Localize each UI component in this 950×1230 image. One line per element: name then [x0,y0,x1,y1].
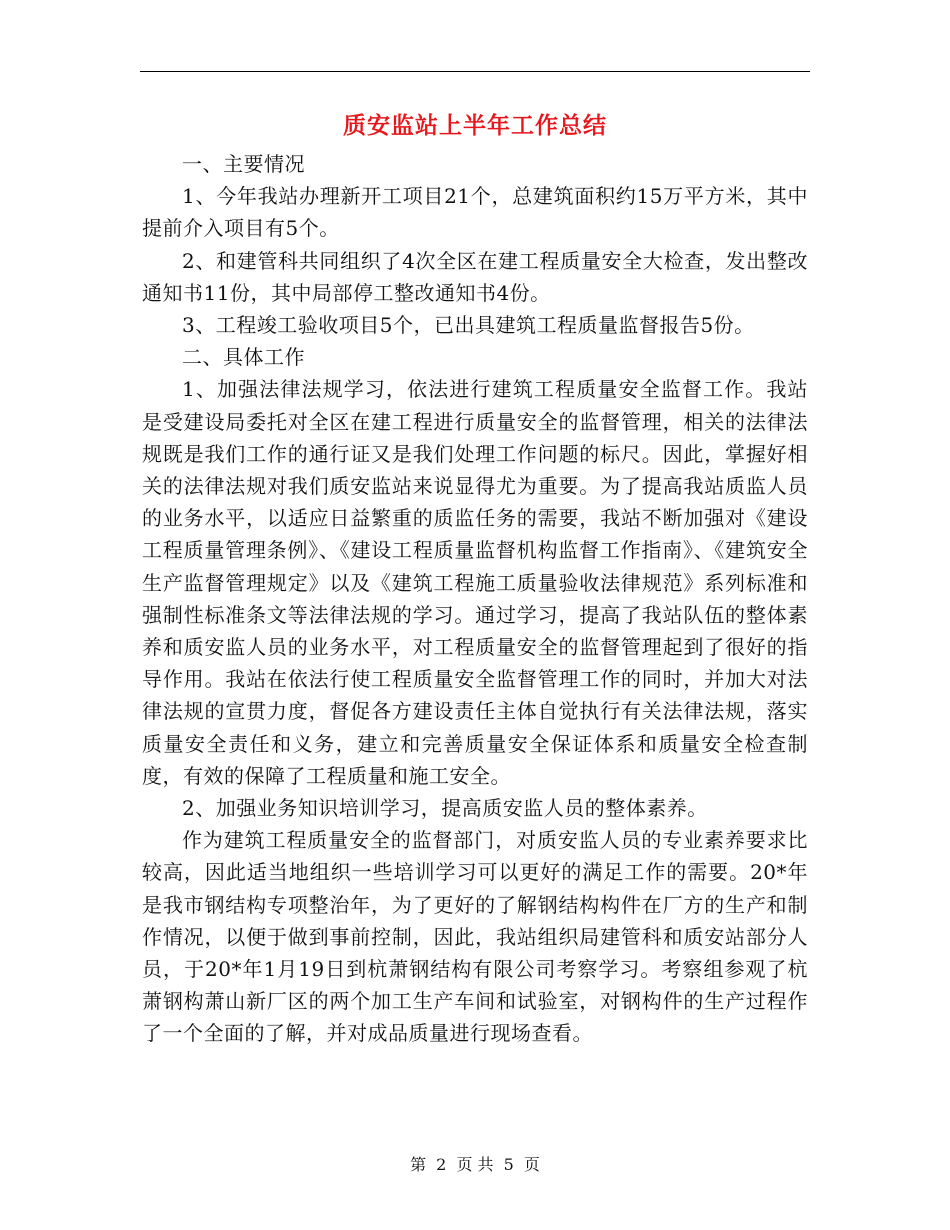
body-paragraph: 作为建筑工程质量安全的监督部门，对质安监人员的专业素养要求比较高，因此适当地组织一些培训学习可以更好的满足工作的需要。20*年是我市钢结构专项整治年，为了更好的了解钢结构构件在厂方的生产和制作情况，以便于做到事前控制，因此，我站组织局建管科和质安站部分人员，于20*年1月19日到杭萧钢结构有限公司考察学习。考察组参观了杭萧钢构萧山新厂区的两个加工生产车间和试验室，对钢构件的生产过程作了一个全面的了解，并对成品质量进行现场查看。 [142,828,808,1046]
body-paragraph: 2、和建管科共同组织了4次全区在建工程质量安全大检查，发出整改通知书11份，其中局部停工整改通知书4份。 [142,248,808,305]
footer-prefix: 第 [410,1155,427,1174]
section-heading: 一、主要情况 [182,152,305,176]
body-paragraph: 1、今年我站办理新开工项目21个，总建筑面积约15万平方米，其中提前介入项目有5个。 [142,184,808,241]
document-body [142,148,808,1050]
body-paragraph: 2、加强业务知识培训学习，提高质安监人员的整体素养。 [182,796,708,821]
document-title: 质安监站上半年工作总结 [343,112,607,139]
body-paragraph: 1、加强法律法规学习，依法进行建筑工程质量安全监督工作。我站是受建设局委托对全区在建工程进行质量安全的监督管理，相关的法律法规既是我们工作的通行证又是我们处理工作问题的标尺。因此，掌握好相关的法律法规对我们质安监站来说显得尤为重要。为了提高我站质监人员的业务水平，以适应日益繁重的质监任务的需要，我站不断加强对《建设工程质量管理条例》、《建设工程质量监督机构监督工作指南》、《建筑安全生产监督管理规定》以及《建筑工程施工质量验收法律规范》系列标准和强制性标准条文等法律法规的学习。通过学习，提高了我站队伍的整体素养和质安监人员的业务水平，对工程质量安全的监督管理起到了很好的指导作用。我站在依法行使工程质量安全监督管理工作的同时，并加大对法律法规的宣贯力度，督促各方建设责任主体自觉执行有关法律法规，落实质量安全责任和义务，建立和完善质量安全保证体系和质量安全检查制度，有效的保障了工程质量和施工安全。 [142,377,808,788]
section-heading: 二、具体工作 [182,345,305,370]
body-paragraph: 3、工程竣工验收项目5个，已出具建筑工程质量监督报告5份。 [182,313,755,338]
header-rule [140,71,810,72]
footer-suffix: 页 [523,1155,540,1174]
page-number: 2 [436,1155,447,1174]
footer-middle: 页 共 [456,1155,494,1174]
page-total: 5 [503,1155,514,1174]
page-footer [0,1154,950,1176]
